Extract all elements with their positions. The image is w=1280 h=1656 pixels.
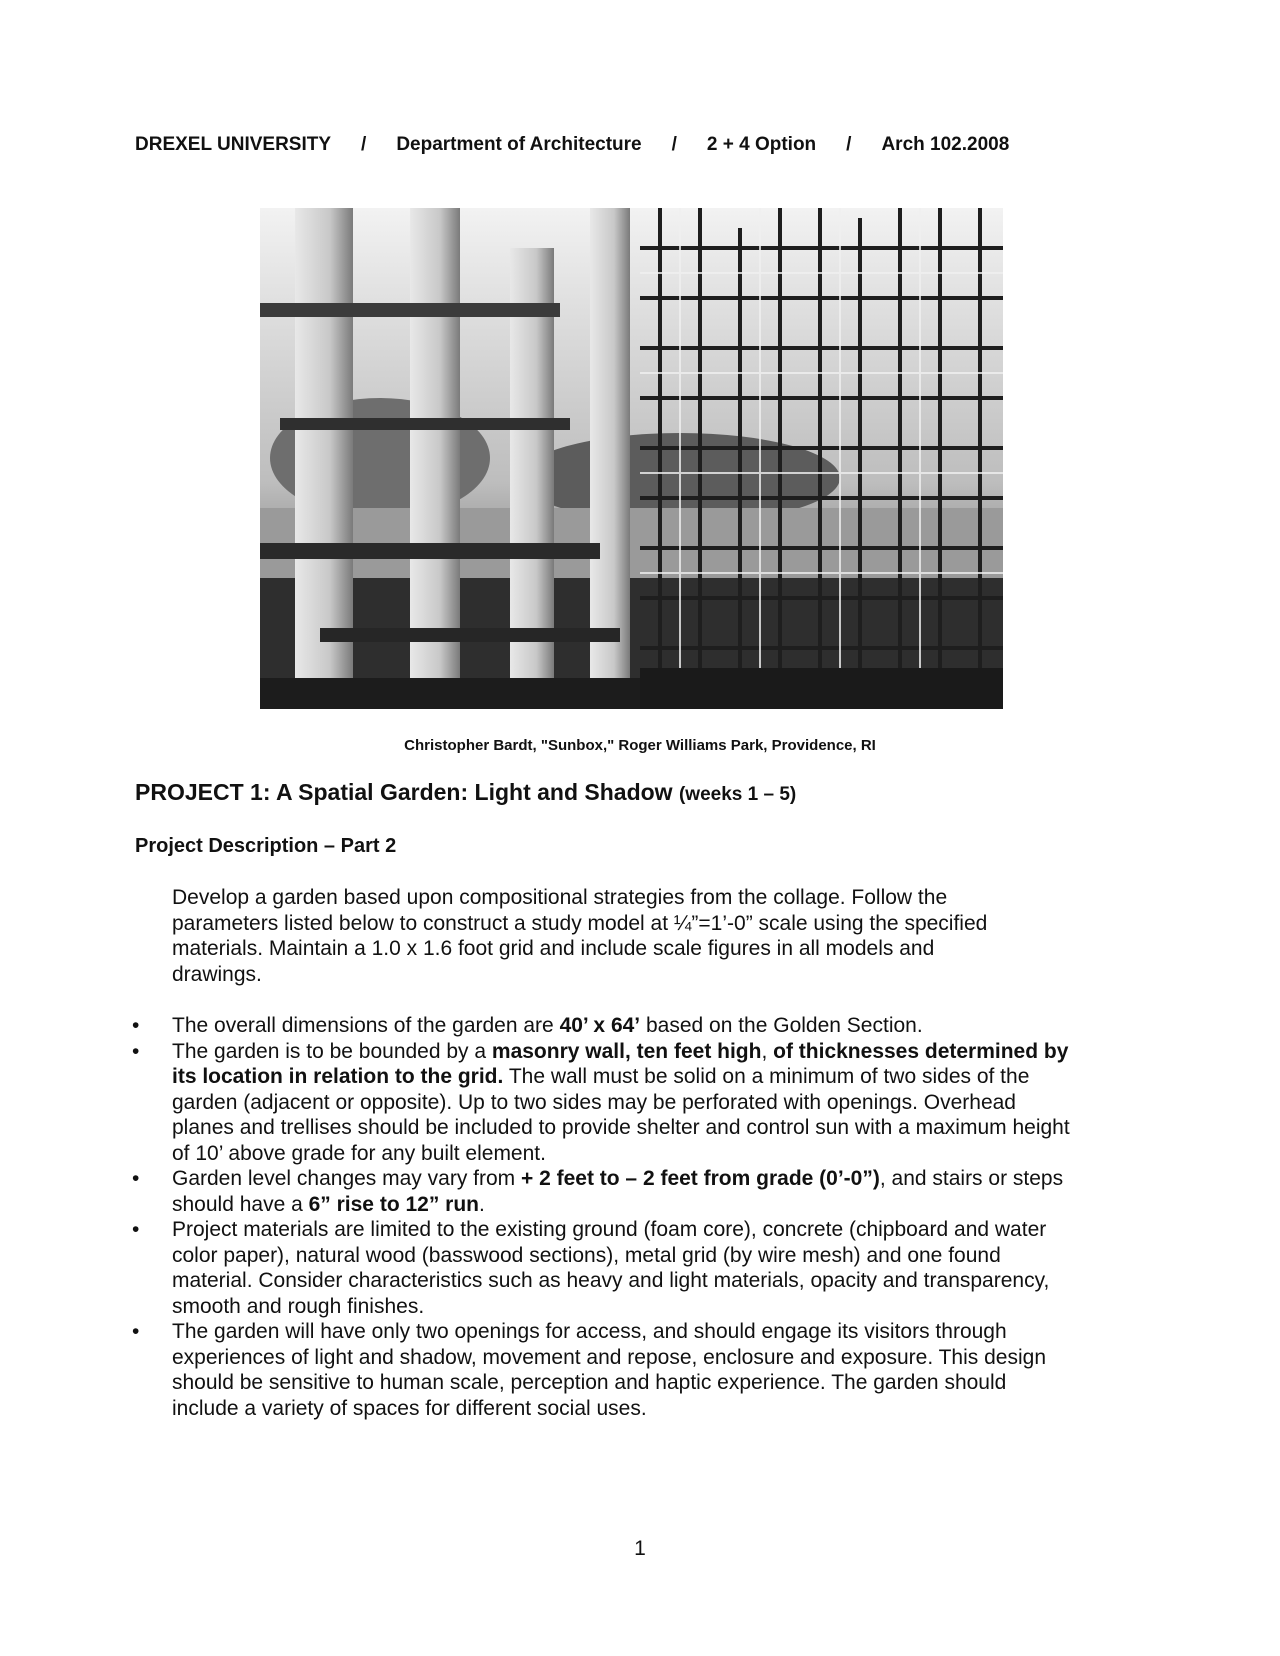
- item-text: The garden is to be bounded by a: [172, 1039, 492, 1063]
- item-text: The garden will have only two openings for access, and should engage its visitors through experiences of light and shadow, movement and repose, enclosure and exposure. This design should be sensitive to human scale, perception and haptic experience. The garden should include a variety of spaces for different social uses.: [172, 1320, 1046, 1420]
- section-heading: Project Description – Part 2: [135, 835, 397, 857]
- bullet-icon: •: [132, 1320, 140, 1343]
- intro-paragraph: [172, 885, 1072, 987]
- item-emphasis: 6” rise to 12” run: [308, 1192, 479, 1216]
- course-header: [135, 134, 1009, 156]
- course-code: Arch 102.2008: [881, 134, 1010, 155]
- sunbox-photo: [260, 208, 1003, 709]
- item-text: The wall must be solid on a minimum of two sides of the garden (adjacent or opposite). Up to two sides may be perforated with openings. Overhead planes and trellises should be included to provide shelter and control sun with a maximum height of 10’ above grade for any built element.: [172, 1065, 1070, 1165]
- bullet-icon: •: [132, 1167, 140, 1190]
- item-emphasis: of thicknesses determined by its location in relation to the grid.: [172, 1039, 1069, 1088]
- bullet-icon: •: [132, 1014, 140, 1037]
- header-separator: /: [846, 134, 852, 155]
- item-text: .: [479, 1192, 485, 1216]
- requirements-list: [132, 1013, 1072, 1421]
- item-text: ,: [761, 1039, 774, 1063]
- project-title-main: PROJECT 1: A Spatial Garden: Light and Shadow: [135, 779, 673, 805]
- list-item: [132, 1013, 1072, 1039]
- list-item: [132, 1217, 1072, 1319]
- item-emphasis: masonry wall, ten feet high: [491, 1039, 762, 1063]
- item-text: based on the Golden Section.: [640, 1014, 923, 1037]
- intro-line: drawings.: [172, 962, 262, 986]
- list-item: [132, 1039, 1072, 1167]
- photo-caption: Christopher Bardt, "Sunbox," Roger Williams Park, Providence, RI: [404, 737, 876, 754]
- item-emphasis: 40’ x 64’: [559, 1014, 641, 1037]
- page-number: 1: [634, 1537, 646, 1560]
- header-separator: /: [361, 134, 367, 155]
- program-option: 2 + 4 Option: [706, 134, 817, 155]
- item-text: Garden level changes may vary from: [172, 1167, 521, 1190]
- university-name: DREXEL UNIVERSITY: [135, 134, 332, 155]
- item-text: Project materials are limited to the existing ground (foam core), concrete (chipboard and water color paper), natural wood (basswood sections), metal grid (by wire mesh) and one found material. Consider characteristics such as heavy and light materials, opacity and transparency, smooth and rough finishes.: [172, 1218, 1050, 1318]
- project-title: [135, 779, 796, 806]
- list-item: [132, 1166, 1072, 1217]
- list-item: [132, 1319, 1072, 1421]
- intro-line: materials. Maintain a 1.0 x 1.6 foot grid and include scale figures in all models and: [172, 937, 935, 960]
- intro-line: Develop a garden based upon compositional strategies from the collage. Follow the: [172, 886, 948, 909]
- item-emphasis: + 2 feet to – 2 feet from grade (0’-0”): [520, 1167, 880, 1190]
- item-text: The overall dimensions of the garden are: [172, 1014, 560, 1037]
- header-separator: /: [671, 134, 677, 155]
- sunbox-structure-illustration: [260, 208, 1003, 709]
- project-weeks: (weeks 1 – 5): [678, 784, 797, 805]
- department-name: Department of Architecture: [396, 134, 642, 155]
- intro-line: parameters listed below to construct a study model at ¼”=1’-0” scale using the specified: [172, 911, 988, 935]
- bullet-icon: •: [132, 1218, 140, 1241]
- bullet-icon: •: [132, 1039, 140, 1063]
- item-text: , and stairs or steps should have a: [172, 1167, 1064, 1216]
